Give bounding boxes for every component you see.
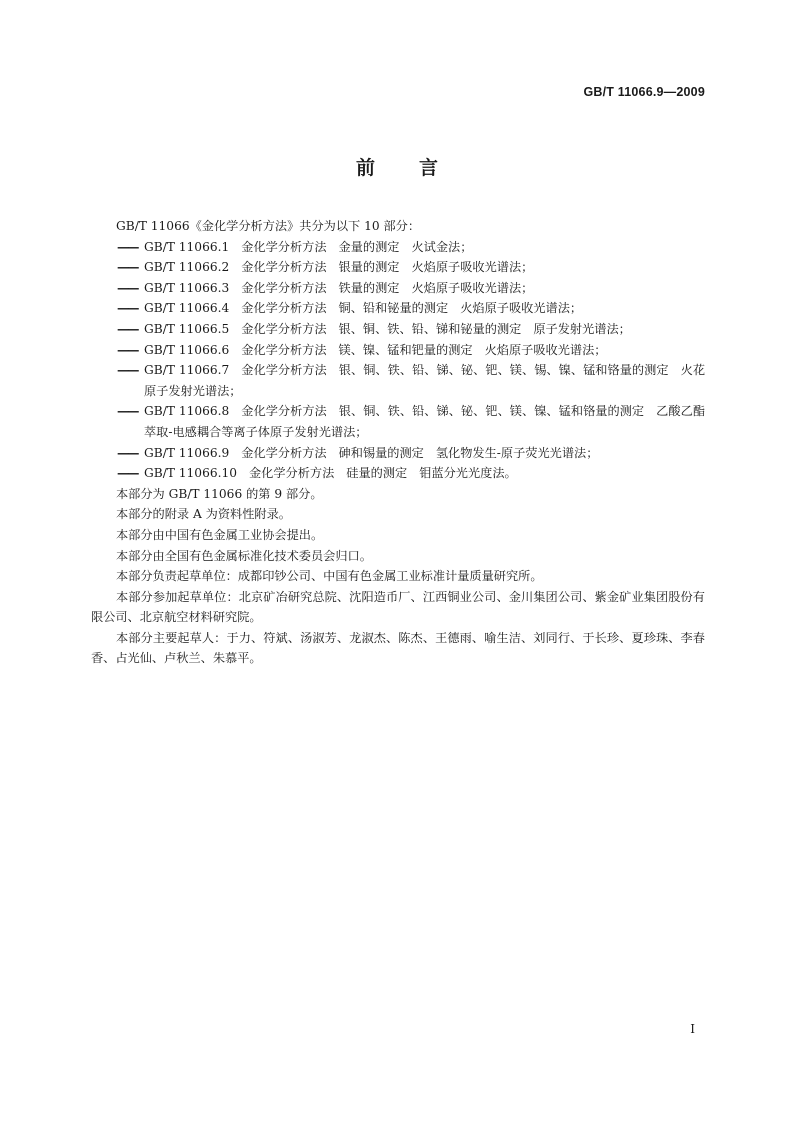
part-item [91,319,705,340]
part-series: 金化学分析方法 [241,239,327,254]
part-series: 金化学分析方法 [241,404,327,419]
dash-mark: —— [117,466,138,481]
part-code: GB/T 11066.10 [144,466,237,481]
part-code: GB/T 11066.9 [144,445,230,460]
part-code: GB/T 11066.1 [144,239,230,254]
part-item [91,257,705,278]
dash-mark: —— [117,445,138,460]
part-method: 氢化物发生-原子荧光光谱法； [435,445,599,460]
part-item [91,443,705,464]
part-code: GB/T 11066.6 [144,342,230,357]
foreword-body [91,216,705,669]
part-series: 金化学分析方法 [241,363,327,378]
part-code: GB/T 11066.4 [144,301,230,316]
dash-mark: —— [117,404,138,419]
standard-code: GB/T 11066.9—2009 [583,85,705,99]
title-char-1: 前 [355,157,375,179]
part-subject: 铜、铅和铋量的测定 [338,301,449,316]
part-series: 金化学分析方法 [241,445,327,460]
part-method: 火焰原子吸收光谱法； [484,342,607,357]
statement-committee: 本部分由全国有色金属标准化技术委员会归口。 [116,548,372,563]
part-item [91,340,705,361]
part-subject: 银、铜、铁、铅、锑、铋、钯、镁、镍、锰和铬量的测定 [338,404,645,419]
part-item [91,278,705,299]
part-subject: 银、铜、铁、铅、锑和铋量的测定 [338,321,522,336]
part-method: 火焰原子吸收光谱法； [411,260,534,275]
part-subject: 银、铜、铁、铅、锑、铋、钯、镁、锡、镍、锰和铬量的测定 [338,363,669,378]
statement-proposer: 本部分由中国有色金属工业协会提出。 [116,527,324,542]
statement-lead-drafter: 本部分负责起草单位：成都印钞公司、中国有色金属工业标准计量质量研究所。 [116,569,543,584]
dash-mark: —— [117,363,138,378]
part-code: GB/T 11066.7 [144,363,230,378]
title-char-2: 言 [419,157,439,179]
part-method: 乙酸乙酯萃取-电感耦合等离子体原子发射光谱法； [144,404,706,439]
dash-mark: —— [117,342,138,357]
part-code: GB/T 11066.3 [144,280,230,295]
dash-mark: —— [117,321,138,336]
part-item [91,237,705,258]
part-code: GB/T 11066.5 [144,321,230,336]
dash-mark: —— [117,239,138,254]
part-series: 金化学分析方法 [241,280,327,295]
part-subject: 镁、镍、锰和钯量的测定 [338,342,473,357]
part-item [91,401,705,442]
part-code: GB/T 11066.8 [144,404,230,419]
statement-appendix: 本部分的附录 A 为资料性附录。 [116,507,291,522]
part-series: 金化学分析方法 [241,321,327,336]
part-subject: 砷和锡量的测定 [338,445,424,460]
intro-line: GB/T 11066《金化学分析方法》共分为以下 10 部分： [116,219,421,233]
part-method: 火试金法； [411,239,473,254]
dash-mark: —— [117,260,138,275]
part-method: 火焰原子吸收光谱法； [460,301,583,316]
part-series: 金化学分析方法 [241,260,327,275]
page-number: I [690,1022,695,1036]
part-series: 金化学分析方法 [248,466,335,481]
part-method: 原子发射光谱法； [533,321,631,336]
part-item [91,360,705,401]
part-method: 钼蓝分光光度法。 [419,466,517,481]
part-method: 火焰原子吸收光谱法； [411,280,534,295]
part-subject: 铁量的测定 [338,280,400,295]
part-subject: 硅量的测定 [346,466,408,481]
part-subject: 银量的测定 [338,260,400,275]
part-series: 金化学分析方法 [241,342,327,357]
dash-mark: —— [117,301,138,316]
page-title [0,153,794,180]
part-subject: 金量的测定 [338,239,400,254]
part-item [91,298,705,319]
part-method: 火花原子发射光谱法； [144,363,706,398]
parts-list [91,237,705,484]
statement-main-authors: 本部分主要起草人：于力、符斌、汤淑芳、龙淑杰、陈杰、王德雨、喻生洁、刘同行、于长珍、夏珍珠、李春香、占光仙、卢秋兰、朱慕平。 [91,630,705,666]
statement-participating-drafters: 本部分参加起草单位：北京矿冶研究总院、沈阳造币厂、江西铜业公司、金川集团公司、紫金矿业集团股份有限公司、北京航空材料研究院。 [91,589,705,625]
part-series: 金化学分析方法 [241,301,327,316]
part-item [91,463,705,484]
statement-part-number: 本部分为 GB/T 11066 的第 9 部分。 [116,486,323,501]
part-code: GB/T 11066.2 [144,260,230,275]
dash-mark: —— [117,280,138,295]
